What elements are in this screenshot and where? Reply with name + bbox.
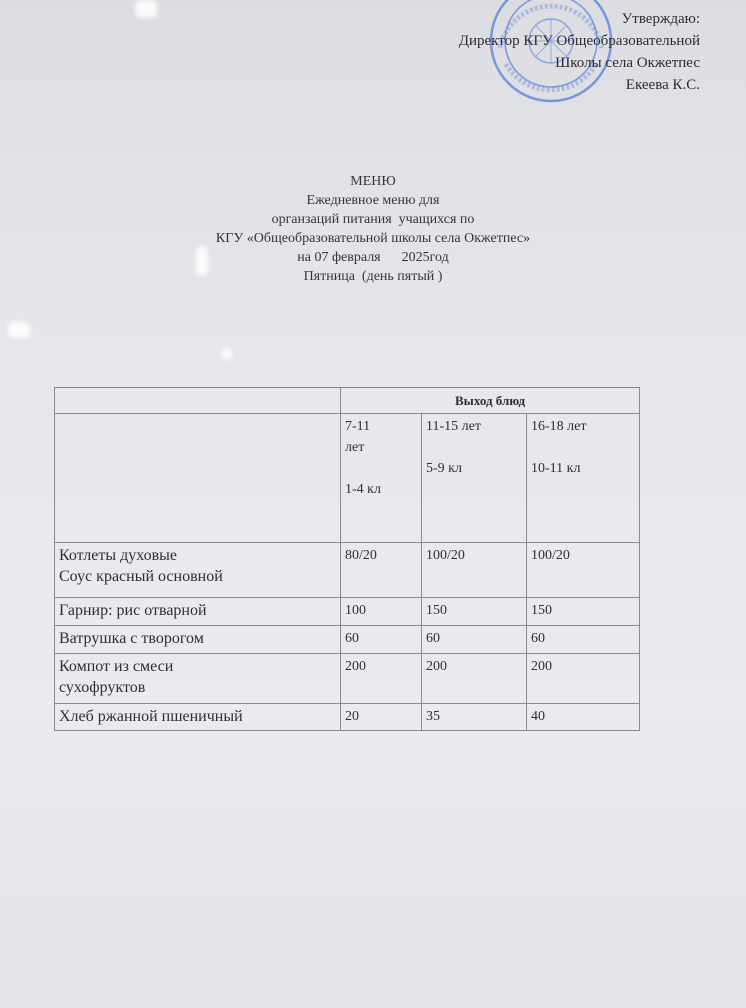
age-group-header: 7-11 лет 1-4 кл: [341, 414, 422, 543]
approval-line: Директор КГУ Общеобразовательной: [458, 33, 700, 49]
age-group-header: 16-18 лет 10-11 кл: [527, 414, 640, 543]
header-line: на 07 февраля 2025год: [297, 250, 449, 265]
approval-line: Екеева К.С.: [625, 77, 700, 93]
output-header: Выход блюд: [341, 388, 640, 414]
light-glare: [135, 0, 157, 18]
portion-value: 20: [341, 704, 422, 731]
dish-name: Ватрушка с творогом: [55, 626, 341, 654]
menu-table: [54, 387, 640, 731]
age-group-header: 11-15 лет 5-9 кл: [422, 414, 527, 543]
dish-name: Котлеты духовые Соус красный основной: [55, 543, 341, 598]
empty-cell: [55, 388, 341, 414]
menu-title: МЕНЮ: [350, 174, 396, 189]
portion-value: 60: [527, 626, 640, 654]
header-line: Ежедневное меню для: [306, 193, 440, 208]
header-line: органзаций питания учащихся по: [271, 212, 475, 227]
light-glare: [222, 348, 232, 360]
portion-value: 35: [422, 704, 527, 731]
dish-name: Хлеб ржанной пшеничный: [55, 704, 341, 731]
table-row: [55, 654, 640, 704]
table-row: [55, 598, 640, 626]
menu-header: [0, 172, 746, 286]
portion-value: 200: [527, 654, 640, 704]
portion-value: 200: [341, 654, 422, 704]
approval-line: Утверждаю:: [621, 11, 700, 27]
approval-block: [459, 8, 700, 96]
header-line: КГУ «Общеобразовательной школы села Окжетпес»: [215, 231, 531, 246]
portion-value: 150: [422, 598, 527, 626]
portion-value: 60: [341, 626, 422, 654]
dish-name: Гарнир: рис отварной: [55, 598, 341, 626]
approval-line: Школы села Окжетпес: [555, 55, 700, 71]
portion-value: 200: [422, 654, 527, 704]
table-row: [55, 704, 640, 731]
portion-value: 60: [422, 626, 527, 654]
header-line: Пятница (день пятый ): [303, 269, 443, 284]
table-row: [55, 626, 640, 654]
dish-name: Компот из смеси сухофруктов: [55, 654, 341, 704]
portion-value: 40: [527, 704, 640, 731]
light-glare: [8, 322, 30, 338]
portion-value: 150: [527, 598, 640, 626]
empty-cell: [55, 414, 341, 543]
portion-value: 100/20: [422, 543, 527, 598]
portion-value: 100: [341, 598, 422, 626]
portion-value: 80/20: [341, 543, 422, 598]
table-row: [55, 543, 640, 598]
portion-value: 100/20: [527, 543, 640, 598]
